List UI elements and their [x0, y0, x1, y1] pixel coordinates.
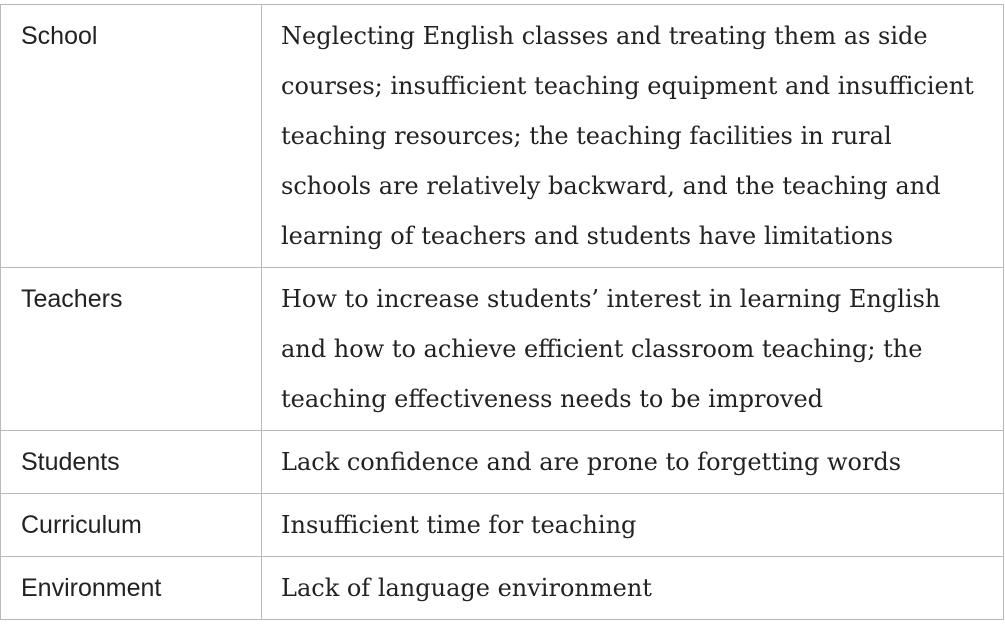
challenges-table-container: [0, 4, 1004, 620]
challenges-table: [0, 4, 1004, 620]
description-cell: Lack confidence and are prone to forgetting words: [262, 431, 1004, 494]
category-cell: Students: [1, 431, 262, 494]
table-row-teachers: [1, 268, 1004, 431]
category-cell: School: [1, 5, 262, 268]
description-cell: Insufficient time for teaching: [262, 494, 1004, 557]
table-row-school: [1, 5, 1004, 268]
category-cell: Curriculum: [1, 494, 262, 557]
description-cell: Lack of language environment: [262, 557, 1004, 620]
table-row-students: [1, 431, 1004, 494]
category-cell: Teachers: [1, 268, 262, 431]
description-cell: How to increase students’ interest in learning English and how to achieve efficient classroom teaching; the teaching effectiveness needs to be improved: [262, 268, 1004, 431]
description-cell: Neglecting English classes and treating them as side courses; insufficient teaching equipment and insufficient teaching resources; the teaching facilities in rural schools are relatively backward, and the teaching and learning of teachers and students have limitations: [262, 5, 1004, 268]
category-cell: Environment: [1, 557, 262, 620]
table-row-environment: [1, 557, 1004, 620]
table-row-curriculum: [1, 494, 1004, 557]
